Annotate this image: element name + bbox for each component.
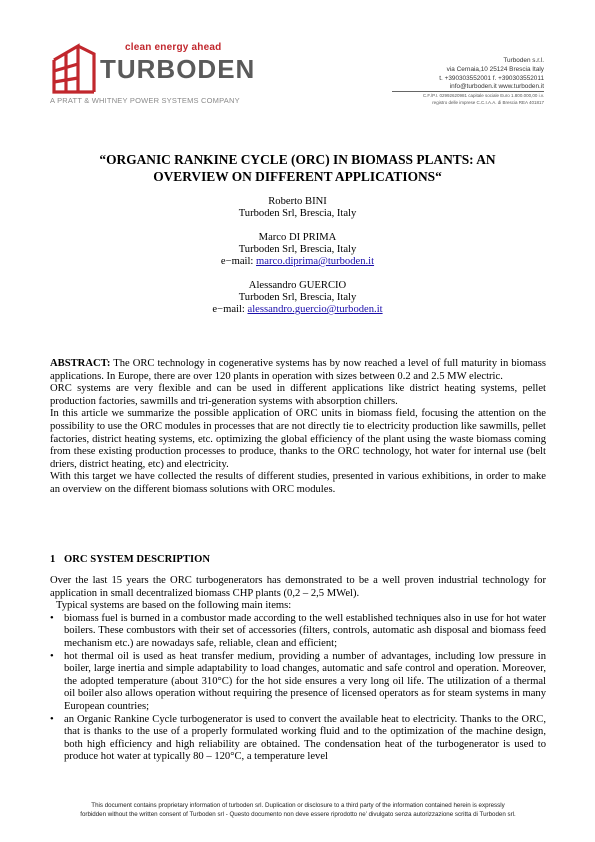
section-body	[50, 575, 546, 764]
contact-web: info@turboden.it www.turboden.it	[449, 83, 544, 91]
author-name: Marco DI PRIMA	[258, 232, 337, 243]
abstract	[50, 358, 546, 497]
list-item-text: biomass fuel is burned in a combustor made according to the well established techniques also in use for hot water boilers. These combustors with their set of accessories (filters, controls, automatic ash disposal and biomass feed mechanism etc.) are nowadays safe, reliable, clean and efficient;	[64, 612, 546, 649]
list-item	[50, 651, 546, 714]
abstract-paragraph: In this article we summarize the possible application of ORC units in biomass field, focusing the attention on the possibility to use the ORC modules in processes that are not directly tie to electricity production like sawmills, pellet factories, district heating systems, etc. optimizing the global efficiency of the plant using the waste biomass coming from these existing production processes to produce, thanks to the ORC technology, hot water for internal use (belt driers, district heating, etc) and electricity.	[50, 408, 546, 470]
brand-subtitle: A PRATT & WHITNEY POWER SYSTEMS COMPANY	[50, 96, 240, 105]
author-affiliation: Turboden Srl, Brescia, Italy	[238, 292, 357, 303]
bullet-icon: •	[50, 650, 54, 662]
author-block	[60, 280, 535, 316]
section-intro: Over the last 15 years the ORC turbogenerators has demonstrated to be a well proven industrial technology for application in small decentralized biomass CHP plants (0,2 – 2,5 MWel).	[50, 575, 546, 599]
footer-line: forbidden without the written consent of Turboden srl - Questo documento non deve essere riprodotto ne’ divulgato senza autorizzazione scritta di Turboden srl.	[80, 810, 516, 818]
registry-line: registro delle imprese C.C.I.A.A. di Brescia REA 401817	[432, 99, 544, 105]
section-number: 1	[50, 554, 56, 565]
list-item-text: hot thermal oil is used as heat transfer medium, providing a number of advantages, including low pressure in boiler, large inertia and simple adaptability to load changes, automatic and safe control and operation. Moreover, the adopted temperature (about 310°C) for the hot side ensures a very long oil life. The utilization of a thermal oil boiler also allows operation without requiring the presence of licensed operators as for steam systems in many European countries;	[64, 650, 546, 712]
author-email-line	[60, 304, 535, 316]
author-affiliation: Turboden Srl, Brescia, Italy	[238, 208, 357, 219]
item-list	[50, 613, 546, 764]
contact-address: via Cernaia,10 25124 Brescia Italy	[446, 65, 544, 73]
footer-line: This document contains proprietary information of turboden srl. Duplication or disclosure to a third party of the information contained herein is expressly	[91, 802, 505, 809]
bullet-icon: •	[50, 612, 54, 624]
turboden-logo-icon	[50, 40, 98, 96]
author-name: Roberto BINI	[268, 196, 327, 207]
section-heading	[50, 554, 210, 565]
registry-line: C.F./P.I. 02992620981 capitale sociale Euro 1.800.000,00 i.v.	[422, 93, 544, 98]
abstract-paragraph	[50, 358, 546, 383]
company-contact	[439, 57, 544, 92]
paper-title	[60, 151, 535, 185]
email-prefix: e−mail:	[220, 256, 257, 267]
author-block	[60, 196, 535, 220]
list-item	[50, 714, 546, 764]
abstract-label: ABSTRACT:	[50, 358, 111, 369]
abstract-paragraph: ORC systems are very flexible and can be used in different applications like district heating systems, pellet production factories, sawmills and tri-generation systems with absorption chillers.	[50, 383, 546, 407]
list-item-text: an Organic Rankine Cycle turbogenerator is used to convert the available heat to electricity. Thanks to the ORC, that is thanks to the use of a properly formulated working fluid and to the optimization of the machine design, both high efficiency and high reliability are obtained. The condensation heat of the turbogenerator is used to produce hot water at typically 80 – 120°C, a temperature level	[64, 713, 546, 763]
company-registry	[423, 93, 544, 106]
section-title: ORC SYSTEM DESCRIPTION	[64, 554, 210, 565]
author-list	[60, 196, 535, 328]
author-name: Alessandro GUERCIO	[248, 280, 347, 291]
contact-company: Turboden s.r.l.	[503, 57, 544, 64]
abstract-paragraph: With this target we have collected the results of different studies, presented in various exhibitions, in order to make an overview on the different biomass solutions with ORC modules.	[50, 471, 546, 495]
author-email-line	[60, 256, 535, 268]
list-intro: Typical systems are based on the following main items:	[56, 600, 292, 612]
brand-tagline: clean energy ahead	[125, 42, 222, 53]
author-affiliation: Turboden Srl, Brescia, Italy	[238, 244, 357, 255]
title-line: OVERVIEW ON DIFFERENT APPLICATIONS“	[153, 169, 442, 184]
confidentiality-footer	[50, 802, 546, 819]
list-item	[50, 613, 546, 651]
title-line: “ORGANIC RANKINE CYCLE (ORC) IN BIOMASS PLANTS: AN	[99, 152, 496, 167]
brand-name: TURBODEN	[100, 54, 256, 84]
bullet-icon: •	[50, 713, 54, 725]
author-email-link[interactable]: alessandro.guercio@turboden.it	[247, 304, 383, 315]
email-prefix: e−mail:	[212, 304, 248, 315]
contact-divider	[392, 91, 544, 92]
contact-phone: t. +390303552001 f. +390303552011	[439, 74, 544, 82]
author-email-link[interactable]: marco.diprima@turboden.it	[256, 256, 375, 267]
abstract-text: The ORC technology in cogenerative systems has by now reached a level of full maturity in biomass applications. In Europe, there are over 120 plants in operation with sizes between 0.2 and 2.5 MW electric.	[50, 358, 546, 382]
author-block	[60, 232, 535, 268]
